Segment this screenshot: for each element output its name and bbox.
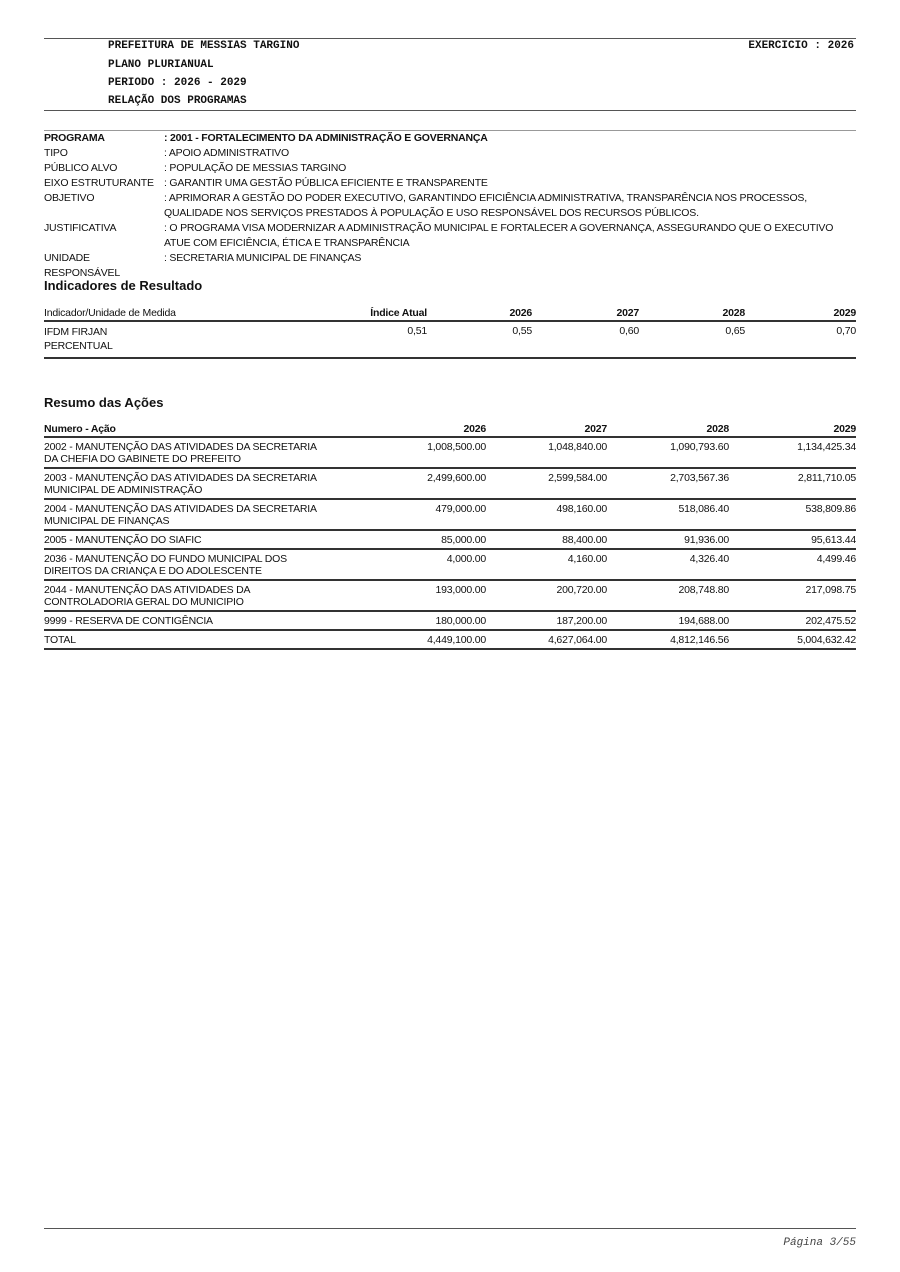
info-row-unidade <box>44 251 856 281</box>
column-header: 2027 <box>616 307 639 319</box>
program-info <box>44 131 856 281</box>
column-header: 2029 <box>833 423 856 435</box>
cell-value: 95,613.44 <box>811 534 856 546</box>
total-row <box>44 630 856 649</box>
info-row-objetivo <box>44 191 856 221</box>
cell-value: 0,70 <box>836 325 856 337</box>
column-header: Numero - Ação <box>44 423 116 435</box>
info-row-justificativa <box>44 221 856 251</box>
info-value: : POPULAÇÃO DE MESSIAS TARGINO <box>164 162 347 174</box>
cell-value: 208,748.80 <box>678 584 729 596</box>
cell-value: 1,134,425.34 <box>797 441 856 453</box>
cell-value: 479,000.00 <box>435 503 486 515</box>
table-row <box>44 468 856 499</box>
cell-value: 200,720.00 <box>556 584 607 596</box>
info-row-publico-alvo <box>44 161 856 176</box>
cell-value: 0,65 <box>725 325 745 337</box>
indicator-unit: PERCENTUAL <box>44 340 113 352</box>
table-row <box>44 611 856 630</box>
action-name: 2036 - MANUTENÇÃO DO FUNDO MUNICIPAL DOS DIREITOS DA CRIANÇA E DO ADOLESCENTE <box>44 553 287 577</box>
table-row <box>44 549 856 580</box>
cell-value: 2,499,600.00 <box>427 472 486 484</box>
page-number: Página 3/55 <box>783 1237 856 1249</box>
actions-table <box>44 422 856 650</box>
info-label: JUSTIFICATIVA <box>44 222 117 234</box>
action-name: 2003 - MANUTENÇÃO DAS ATIVIDADES DA SECRETARIA MUNICIPAL DE ADMINISTRAÇÃO <box>44 472 317 496</box>
report-title: RELAÇÃO DOS PROGRAMAS <box>108 95 247 107</box>
indicators-section <box>44 306 856 359</box>
cell-value: 1,008,500.00 <box>427 441 486 453</box>
cell-value: 180,000.00 <box>435 615 486 627</box>
info-value: : GARANTIR UMA GESTÃO PÚBLICA EFICIENTE E TRANSPARENTE <box>164 177 488 189</box>
period: PERIODO : 2026 - 2029 <box>108 77 247 89</box>
info-label: PROGRAMA <box>44 132 105 144</box>
action-name: TOTAL <box>44 634 76 646</box>
cell-value: 0,60 <box>619 325 639 337</box>
info-row-eixo <box>44 176 856 191</box>
action-name: 2044 - MANUTENÇÃO DAS ATIVIDADES DA CONTROLADORIA GERAL DO MUNICIPIO <box>44 584 250 608</box>
cell-value: 538,809.86 <box>805 503 856 515</box>
column-header: 2028 <box>722 307 745 319</box>
indicator-name: IFDM FIRJAN <box>44 326 108 338</box>
cell-value: 4,812,146.56 <box>670 634 729 646</box>
actions-section <box>44 422 856 650</box>
cell-value: 4,326.40 <box>689 553 729 565</box>
cell-value: 193,000.00 <box>435 584 486 596</box>
info-value: : SECRETARIA MUNICIPAL DE FINANÇAS <box>164 252 362 264</box>
info-label: PÚBLICO ALVO <box>44 162 118 174</box>
column-header: 2026 <box>509 307 532 319</box>
table-header-row <box>44 306 856 321</box>
action-name: 2005 - MANUTENÇÃO DO SIAFIC <box>44 534 202 546</box>
table-row <box>44 499 856 530</box>
column-header: Índice Atual <box>370 307 427 319</box>
cell-value: 187,200.00 <box>556 615 607 627</box>
info-label: EIXO ESTRUTURANTE <box>44 177 154 189</box>
header-top-rule <box>44 38 856 39</box>
cell-value: 0,51 <box>407 325 427 337</box>
cell-value: 2,703,567.36 <box>670 472 729 484</box>
cell-value: 194,688.00 <box>678 615 729 627</box>
action-name: 2004 - MANUTENÇÃO DAS ATIVIDADES DA SECRETARIA MUNICIPAL DE FINANÇAS <box>44 503 317 527</box>
cell-value: 498,160.00 <box>556 503 607 515</box>
table-row <box>44 321 856 358</box>
table-row <box>44 437 856 468</box>
cell-value: 518,086.40 <box>678 503 729 515</box>
cell-value: 2,811,710.05 <box>797 472 856 484</box>
info-row-tipo <box>44 146 856 161</box>
table-row <box>44 580 856 611</box>
action-name: 9999 - RESERVA DE CONTIGÊNCIA <box>44 615 213 627</box>
cell-value: 4,160.00 <box>567 553 607 565</box>
table-header-row <box>44 422 856 437</box>
cell-value: 85,000.00 <box>441 534 486 546</box>
info-value: : APOIO ADMINISTRATIVO <box>164 147 289 159</box>
indicators-heading: Indicadores de Resultado <box>44 278 203 293</box>
info-label: OBJETIVO <box>44 192 95 204</box>
column-header: 2027 <box>584 423 607 435</box>
cell-value: 1,090,793.60 <box>670 441 729 453</box>
column-header: 2026 <box>463 423 486 435</box>
cell-value: 4,627,064.00 <box>548 634 607 646</box>
cell-value: 4,000.00 <box>446 553 486 565</box>
cell-value: 202,475.52 <box>805 615 856 627</box>
cell-value: 4,499.46 <box>816 553 856 565</box>
cell-value: 2,599,584.00 <box>548 472 607 484</box>
plan-title: PLANO PLURIANUAL <box>108 59 214 71</box>
municipality-name: PREFEITURA DE MESSIAS TARGINO <box>108 40 300 52</box>
exercise-year: EXERCICIO : 2026 <box>748 40 854 52</box>
action-name: 2002 - MANUTENÇÃO DAS ATIVIDADES DA SECRETARIA DA CHEFIA DO GABINETE DO PREFEITO <box>44 441 317 465</box>
actions-heading: Resumo das Ações <box>44 395 164 410</box>
column-header: Indicador/Unidade de Medida <box>44 307 176 319</box>
cell-value: 1,048,840.00 <box>548 441 607 453</box>
info-value: : APRIMORAR A GESTÃO DO PODER EXECUTIVO, GARANTINDO EFICIÊNCIA ADMINISTRATIVA, TRANSPARÊNCIA NOS PROCESSOS, QUALIDADE NOS SERVIÇOS PRESTADOS À POPULAÇÃO E USO RESPONSÁVEL DOS RECURSOS PÚBLICOS. <box>164 192 807 219</box>
cell-value: 91,936.00 <box>684 534 729 546</box>
info-value: : O PROGRAMA VISA MODERNIZAR A ADMINISTRAÇÃO MUNICIPAL E FORTALECER A GOVERNANÇA, ASSEGURANDO QUE O EXECUTIVO ATUE COM EFICIÊNCIA, ÉTICA E TRANSPARÊNCIA <box>164 222 834 249</box>
cell-value: 88,400.00 <box>562 534 607 546</box>
info-label: UNIDADE RESPONSÁVEL <box>44 252 120 279</box>
info-label: TIPO <box>44 147 68 159</box>
cell-value: 0,55 <box>512 325 532 337</box>
cell-value: 4,449,100.00 <box>427 634 486 646</box>
footer-rule <box>44 1228 856 1229</box>
info-row-programa <box>44 131 856 146</box>
cell-value: 217,098.75 <box>805 584 856 596</box>
info-value: : 2001 - FORTALECIMENTO DA ADMINISTRAÇÃO E GOVERNANÇA <box>164 132 488 144</box>
header-bottom-rule <box>44 110 856 111</box>
table-row <box>44 530 856 549</box>
indicators-table <box>44 306 856 359</box>
cell-value: 5,004,632.42 <box>797 634 856 646</box>
column-header: 2029 <box>833 307 856 319</box>
column-header: 2028 <box>706 423 729 435</box>
